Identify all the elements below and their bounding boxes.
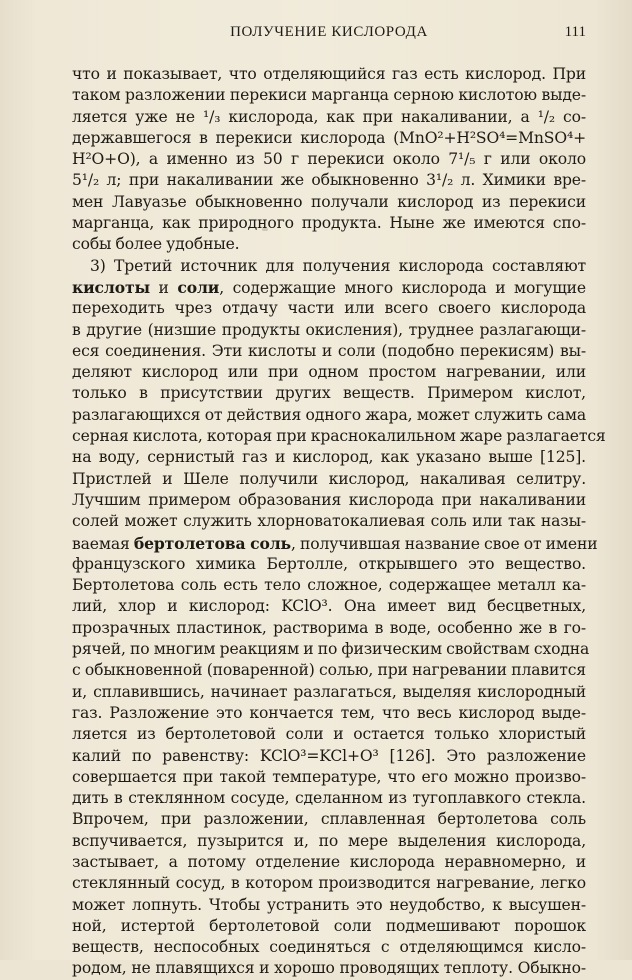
text-line: мен Лавуазье обыкновенно получали кислород из перекиси — [72, 192, 586, 211]
text-line: еся соединения. Эти кислоты и соли (подобно перекисям) вы- — [72, 341, 586, 360]
text-line: калий по равенству: KClO³=KCl+O³ [126]. Это разложение — [72, 746, 586, 765]
text-line: собы более удобные. — [72, 235, 240, 254]
text-line: серная кислота, которая при краснокалильном жаре разлагается — [72, 427, 606, 446]
text-line: ляется из бертолетовой соли и остается только хлористый — [72, 725, 586, 744]
text-line: только в присутствии других веществ. Примером кислот, — [72, 384, 586, 403]
text-line: 5¹/₂ л; при накаливании же обыкновенно 3¹/₂ л. Химики вре- — [72, 171, 586, 190]
text-line: H²O+O), а именно из 50 г перекиси около 7¹/₅ г или около — [72, 150, 586, 169]
text-line: французского химика Бертолле, открывшего это вещество. — [72, 554, 586, 573]
text-line: что и показывает, что отделяющийся газ есть кислород. При — [72, 65, 586, 83]
text-line: Лучшим примером образования кислорода при накаливании — [72, 490, 586, 509]
text-line: дить в стеклянном сосуде, сделанном из тугоплавкого стекла. — [72, 789, 586, 808]
text-line-with-bold: ваемая бертолетова соль, получившая название свое от имени — [72, 533, 598, 553]
text-line: стеклянный сосуд, в котором производится нагревание, легко — [72, 874, 586, 893]
bold-term: бертолетова соль — [133, 533, 291, 553]
text-line: ляется уже не ¹/₃ кислорода, как при накаливании, а ¹/₂ со- — [72, 107, 586, 126]
text-line: на воду, сернистый газ и кислород, как указано выше [125]. — [72, 448, 586, 467]
text-line: и, сплавившись, начинает разлагаться, выделяя кислородный — [72, 682, 586, 701]
text-line: родом, не плавящихся и хорошо проводящих теплоту. Обыкно- — [72, 959, 586, 978]
text-line: газ. Разложение это кончается тем, что весь кислород выде- — [72, 703, 586, 722]
text-line: прозрачных пластинок, растворима в воде, особенно же в го- — [72, 618, 586, 637]
text-line: застывает, а потому отделение кислорода неравномерно, и — [72, 852, 586, 871]
text-line-with-bold: кислоты и соли, содержащие много кислорода и могущие — [72, 277, 586, 297]
text-line: ной, истертой бертолетовой соли подмешивают порошок — [72, 916, 586, 935]
text-line: переходить чрез отдачу части или всего своего кислорода — [72, 299, 586, 318]
text-line: в другие (низшие продукты окисления), труднее разлагающи- — [72, 320, 586, 339]
text-line: марганца, как природного продукта. Ныне же имеются спо- — [72, 214, 586, 233]
text-line: Впрочем, при разложении, сплавленная бертолетова соль — [72, 810, 586, 829]
text-line: разлагающихся от действия одного жара, может служить сама — [72, 405, 586, 424]
text-line: может лопнуть. Чтобы устранить это неудобство, к высушен- — [72, 895, 586, 914]
paragraph-start-line: 3) Третий источник для получения кислорода составляют — [90, 256, 586, 275]
text-line: державшегося в перекиси кислорода (MnO²+H²SO⁴=MnSO⁴+ — [72, 128, 586, 147]
text-line: таком разложении перекиси марганца серною кислотою выде- — [72, 86, 586, 105]
text-line: солей может служить хлорноватокалиевая соль или так назы- — [72, 512, 586, 531]
text-line: рячей, по многим реакциям и по физическим свойствам сходна — [72, 640, 590, 659]
text-line: Пристлей и Шеле получили кислород, накаливая селитру. — [72, 469, 586, 488]
running-head-title: ПОЛУЧЕНИЕ КИСЛОРОДА — [230, 24, 428, 40]
text-line: совершается при такой температуре, что его можно произво- — [72, 767, 586, 786]
running-head — [72, 22, 586, 44]
text-line: вспучивается, пузырится и, по мере выделения кислорода, — [72, 831, 586, 850]
text-line: веществ, неспособных соединяться с отделяющимся кисло- — [72, 938, 586, 957]
bold-term: соли — [177, 277, 220, 297]
body-text — [72, 64, 606, 980]
page-number: 111 — [564, 24, 586, 40]
text-line: с обыкновенной (поваренной) солью, при нагревании плавится — [72, 661, 586, 680]
text-line: Бертолетова соль есть тело сложное, содержащее металл ка- — [72, 576, 586, 595]
text-line: деляют кислород или при одном простом нагревании, или — [72, 363, 586, 382]
text-line: лий, хлор и кислород: KClO³. Она имеет вид бесцветных, — [72, 597, 586, 616]
bold-term: кислоты — [72, 277, 150, 297]
